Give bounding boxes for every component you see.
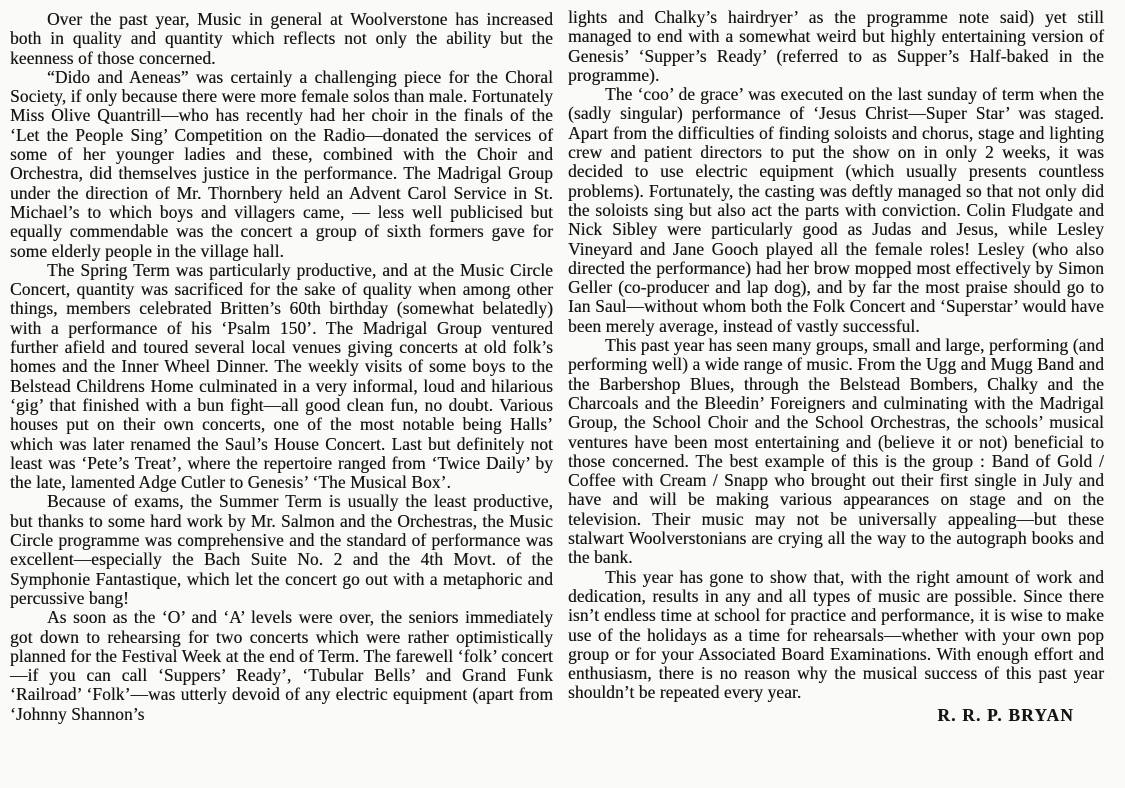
paragraph-groups-roundup: This past year has seen many groups, small and large, performing (and performing well) a wide range of music. From the Ugg and Mugg Band and the Barbershop Blues, through the Belstead Bombers, Chalky and the Charcoals and the Bleedin’ Foreigners and culminating with the Madrigal Group, the School Choir and the School Orchestras, the schools’ musical ventures have been most entertaining and (believe it or not) beneficial to those concerned. The best example of this is the group : Band of Gold / Coffee with Cream / Snapp who brought out their first single in July and have and will be making various appearances on stage and on the television. Their music may not be universally appealing—but these stalwart Woolverstonians are crying all the way to the autograph books and the bank. [568,335,1104,568]
paragraph-dido-and-aeneas: “Dido and Aeneas” was certainly a challenging piece for the Choral Society, if only because there were more female solos than male. Fortunately Miss Olive Quantrill—who has recently had her choir in the finals of the ‘Let the People Sing’ Competition on the Radio—donated the services of some of her younger ladies and these, combined with the Choir and Orchestra, did themselves justice in the performance. The Madrigal Group under the direction of Mr. Thornbery held an Advent Carol Service in St. Michael’s to which boys and villagers came, — less well publicised but equally commendable was the concert a group of sixth formers gave for some elderly people in the village hall. [10,66,553,261]
text-column-left [10,10,553,724]
paragraph-folk-concert-continued: lights and Chalky’s hairdryer’ as the programme note said) yet still managed to end with a somewhat weird but highly entertaining version of Genesis’ ‘Supper’s Ready’ (referred to as Supper’s Half-baked in the programme). [568,7,1104,85]
paragraph-folk-concert: As soon as the ‘O’ and ‘A’ levels were over, the seniors immediately got down to rehearsing for two concerts which were rather optimistically planned for the Festival Week at the end of Term. The farewell ‘folk’ concert—if you can call ‘Suppers’ Ready’, ‘Tubular Bells’ and Grand Funk ‘Railroad’ ‘Folk’—was utterly devoid of any electric equipment (apart from ‘Johnny Shannon’s [10,607,553,724]
text-column-right [568,8,1104,725]
paragraph-spring-term: The Spring Term was particularly productive, and at the Music Circle Concert, quantity was sacrificed for the sake of quality when among other things, members celebrated Britten’s 60th birthday (somewhat belatedly) with a performance of his ‘Psalm 150’. The Madrigal Group ventured further afield and toured several local venues giving concerts at old folk’s homes and the Inner Wheel Dinner. The weekly visits of some boys to the Belstead Childrens Home culminated in a very informal, loud and hilarious ‘gig’ that finished with a bun fight—all good clean fun, no doubt. Various houses put on their own concerts, one of the most notable being Halls’ which was later renamed the Saul’s House Concert. Last but definitely not least was ‘Pete’s Treat’, where the repertoire ranged from ‘Twice Daily’ by the late, lamented Adge Cutler to Genesis’ ‘The Musical Box’. [10,259,553,493]
author-signature: R. R. P. BRYAN [937,704,1074,725]
paragraph-closing: This year has gone to show that, with the right amount of work and dedication, results in any and all types of music are possible. Since there isn’t endless time at school for practice and performance, it is wise to make use of the holidays as a time for rehearsals—whether with your own pop group or for your Associated Board Examinations. With enough effort and enthusiasm, there is no reason why the musical success of this past year shouldn’t be repeated every year. [568,566,1104,703]
paragraph-summer-term: Because of exams, the Summer Term is usually the least productive, but thanks to some hard work by Mr. Salmon and the Orchestras, the Music Circle programme was comprehensive and the standard of performance was excellent—especially the Bach Suite No. 2 and the 4th Movt. of the Symphonie Fantastique, which let the concert go out with a metaphoric and percussive bang! [10,491,553,608]
paragraph-superstar: The ‘coo’ de grace’ was executed on the last sunday of term when the (sadly singular) performance of ‘Jesus Christ—Super Star’ was staged. Apart from the difficulties of finding soloists and chorus, stage and lighting crew and patient directors to put the show on in only 2 weeks, it was decided to use electric equipment (which usually presents countless problems). Fortunately, the casting was deftly managed so that not only did the soloists sing but also act the parts with conviction. Colin Fludgate and Nick Sibley were particularly good as Judas and Jesus, while Lesley Vineyard and Jane Gooch played all the female roles! Lesley (who also directed the performance) had her brow mopped most effectively by Simon Geller (co-producer and lap dog), and by far the most praise should go to Ian Saul—without whom both the Folk Concert and ‘Superstar’ would have been merely average, instead of vastly successful. [568,84,1104,336]
paragraph-opening: Over the past year, Music in general at Woolverstone has increased both in quality and quantity which reflects not only the ability but the keenness of those concerned. [10,9,553,68]
